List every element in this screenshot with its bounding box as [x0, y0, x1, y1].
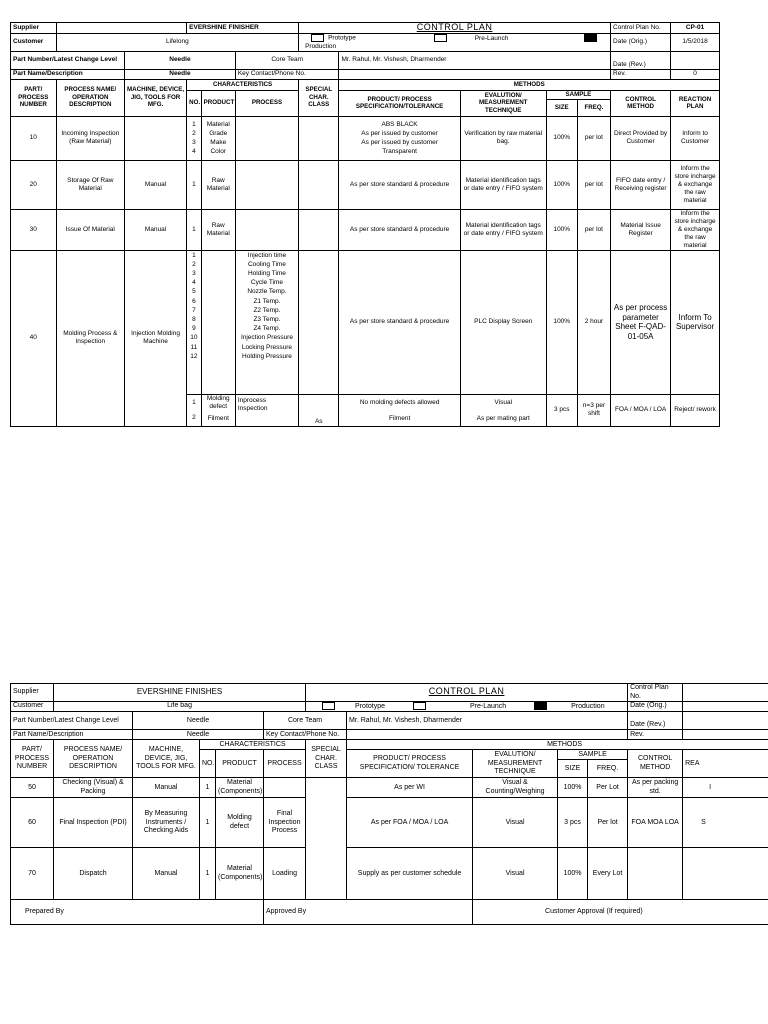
col-reaction-plan: REA [683, 750, 768, 778]
col-control-method: CONTROL METHOD [628, 750, 683, 778]
table-row: 1 2 Molding defect Filment Inprocess Inspection As No molding defects allowed Filment Visual As per mating part 3 pcs n=3 per shift FOA / MOA / LOA Reject/ rework [11, 394, 720, 426]
core-team-value: Mr. Rahul, Mr. Vishesh, Dharmender [339, 51, 611, 69]
col-sample: SAMPLE [546, 90, 610, 99]
prototype-checkbox-icon[interactable] [322, 702, 335, 710]
supplier-value: EVERSHINE FINISHES [54, 684, 306, 702]
key-contact-label: Key Contact/Phone No. [235, 69, 339, 79]
table-row: 50 Checking (Visual) & Packing Manual 1 Material (Components) As per WI Visual & Counting/Weighing 100% Per Lot As per packing std. I [11, 778, 768, 798]
prelaunch-checkbox-icon[interactable] [413, 702, 426, 710]
control-plan-no-value: CP-01 [671, 23, 720, 34]
row40b-evals: Visual As per mating part [460, 394, 546, 426]
col-no: NO. [200, 750, 216, 778]
part-number-label: Part Number/Latest Change Level [11, 712, 133, 730]
col-spec-tolerance: PRODUCT/ PROCESS SPECIFICATION/TOLERANCE [339, 90, 460, 116]
control-plan-title: CONTROL PLAN [299, 23, 611, 34]
prelaunch-label: Pre-Launch [469, 702, 507, 710]
customer-value: Lifelong [56, 34, 298, 52]
table-row: 60 Final Inspection (PDI) By Measuring Instruments / Checking Aids 1 Molding defect Final Inspection Process As per FOA / MOA / LOA Visual 3 pcs Per lot FOA MOA LOA S [11, 798, 768, 848]
rev-label: Rev. [611, 69, 671, 79]
plan-type-checkboxes [306, 702, 628, 712]
approved-by: Approved By [264, 900, 473, 925]
date-orig-value: 1/5/2018 [671, 34, 720, 52]
supplier-label: Supplier [11, 23, 57, 34]
col-product: PRODUCT [201, 90, 235, 116]
prototype-label: Prototype [328, 34, 356, 42]
control-plan-no-label: Control Plan No. [628, 684, 683, 702]
row40b-specs: No molding defects allowed Filment [339, 394, 460, 426]
col-sample: SAMPLE [558, 750, 628, 760]
control-plan-title: CONTROL PLAN [306, 684, 628, 702]
date-rev-label: Date (Rev.) [628, 712, 683, 730]
control-plan-table-1 [10, 22, 720, 427]
prototype-checkbox-icon[interactable] [311, 34, 324, 42]
part-name-value: Needle [124, 69, 235, 79]
date-rev-value [671, 51, 720, 69]
col-special-char: SPECIAL CHAR. CLASS [306, 740, 347, 778]
core-team-label: Core Team [264, 712, 347, 730]
col-no: NO. [187, 90, 202, 116]
customer-label: Customer [11, 702, 54, 712]
customer-value: Life bag [54, 702, 306, 712]
col-spec-tolerance: PRODUCT/ PROCESS SPECIFICATION/ TOLERANCE [347, 750, 473, 778]
prelaunch-checkbox-icon[interactable] [434, 34, 447, 42]
row10-specs: ABS BLACK As per issued by customer As per issued by customer Transparent [339, 116, 460, 160]
col-part-process-number: PART/ PROCESS NUMBER [11, 740, 54, 778]
table-row: 10 Incoming Inspection (Raw Material) 1 2 3 4 Material Grade Make Color ABS BLACK As per issued by customer As per issued by customer Transparent Verification by raw material bag. 100% per lot Direct Provided by Customer Inform to Customer [11, 116, 720, 160]
col-process: PROCESS [264, 750, 306, 778]
customer-approval: Customer Approval (If required) [473, 900, 768, 925]
col-special-char: SPECIAL CHAR. CLASS [299, 79, 339, 116]
key-contact-label: Key Contact/Phone No. [264, 730, 347, 740]
col-process-name: PROCESS NAME/ OPERATION DESCRIPTION [56, 79, 124, 116]
col-process-name: PROCESS NAME/ OPERATION DESCRIPTION [54, 740, 133, 778]
col-evaluation: EVALUTION/ MEASUREMENT TECHNIQUE [460, 90, 546, 116]
date-orig-label: Date (Orig.) [611, 34, 671, 52]
control-plan-page-2 [10, 683, 768, 936]
col-machine: MACHINE, DEVICE, JIG, TOOLS FOR MFG. [133, 740, 200, 778]
part-name-label: Part Name/Description [11, 69, 125, 79]
supplier-value: EVERSHINE FINISHER [187, 23, 299, 34]
signature-row [11, 900, 768, 925]
prototype-label: Prototype [355, 702, 386, 710]
row40b-nos: 1 2 [187, 394, 202, 426]
part-name-label: Part Name/Description [11, 730, 133, 740]
col-reaction-plan: REACTION PLAN [671, 90, 720, 116]
rev-label: Rev. [628, 730, 683, 740]
control-plan-table-2 [10, 683, 768, 925]
production-label: Production [571, 702, 605, 710]
col-process: PROCESS [235, 90, 298, 116]
row10-nos: 1 2 3 4 [187, 116, 202, 160]
production-checkbox-icon[interactable] [534, 702, 547, 710]
prelaunch-label: Pre-Launch [474, 34, 509, 42]
col-evaluation: EVALUTION/ MEASUREMENT TECHNIQUE [473, 750, 558, 778]
col-size: SIZE [558, 760, 588, 778]
col-product: PRODUCT [216, 750, 264, 778]
col-methods: METHODS [347, 740, 768, 750]
col-freq: FREQ. [577, 99, 610, 116]
row10-products: Material Grade Make Color [201, 116, 235, 160]
plan-type-checkboxes [299, 34, 611, 52]
col-methods: METHODS [339, 79, 720, 90]
control-plan-no-label: Control Plan No. [611, 23, 671, 34]
col-characteristics: CHARACTERISTICS [187, 79, 299, 90]
part-number-value: Needle [124, 51, 235, 69]
col-machine: MACHINE, DEVICE, JIG, TOOLS FOR MFG. [124, 79, 186, 116]
rev-value: 0 [671, 69, 720, 79]
prepared-by: Prepared By [11, 900, 264, 925]
date-rev-label: Date (Rev.) [611, 51, 671, 69]
date-orig-label: Date (Orig.) [628, 702, 683, 712]
col-freq: FREQ. [588, 760, 628, 778]
part-number-label: Part Number/Latest Change Level [11, 51, 125, 69]
control-plan-page-1 [10, 22, 768, 448]
part-name-value: Needle [133, 730, 264, 740]
core-team-value: Mr. Rahul, Mr. Vishesh, Dharmender [347, 712, 628, 730]
col-control-method: CONTROL METHOD [611, 90, 671, 116]
table-row: 70 Dispatch Manual 1 Material (Components) Loading Supply as per customer schedule Visual 100% Every Lot [11, 848, 768, 900]
core-team-label: Core Team [235, 51, 339, 69]
row40-processes: Injection time Cooling Time Holding Time Cycle Time Nozzle Temp. Z1 Temp. Z2 Temp. Z3 Temp. Z4 Temp. Injection Pressure Locking Pressure Holding Pressure [235, 250, 298, 394]
col-size: SIZE [546, 99, 577, 116]
production-label: Production [305, 42, 337, 50]
table-row: 40 Molding Process & Inspection Injection Molding Machine 1 2 3 4 5 6 7 8 9 10 11 12 Injection time Cooling Time Holding Time Cycle Time Nozzle Temp. Z1 Temp. Z2 Temp. Z3 Temp. Z4 Temp. Injection Pressure Locking Pressure Holding Pressure As per store standard & procedure PLC Display Screen 100% 2 hour As per process parameter Sheet F-QAD-01-05A Inform To Supervisor [11, 250, 720, 394]
table-row: 30 Issue Of Material Manual 1 Raw Material As per store standard & procedure Material identification tags or date entry / FIFO system 100% per lot Material Issue Register Inform the store incharge & exchange the raw material [11, 209, 720, 250]
customer-label: Customer [11, 34, 57, 52]
row40-nos: 1 2 3 4 5 6 7 8 9 10 11 12 [187, 250, 202, 394]
production-checkbox-icon[interactable] [584, 34, 597, 42]
row40b-products: Molding defect Filment [201, 394, 235, 426]
part-number-value: Needle [133, 712, 264, 730]
col-part-process-number: PART/ PROCESS NUMBER [11, 79, 57, 116]
table-row: 20 Storage Of Raw Material Manual 1 Raw Material As per store standard & procedure Material identification tags or date entry / FIFO system 100% per lot FIFO date entry / Receiving register Inform the store incharge & exchange the raw material [11, 160, 720, 209]
col-characteristics: CHARACTERISTICS [200, 740, 306, 750]
supplier-label: Supplier [11, 684, 54, 702]
